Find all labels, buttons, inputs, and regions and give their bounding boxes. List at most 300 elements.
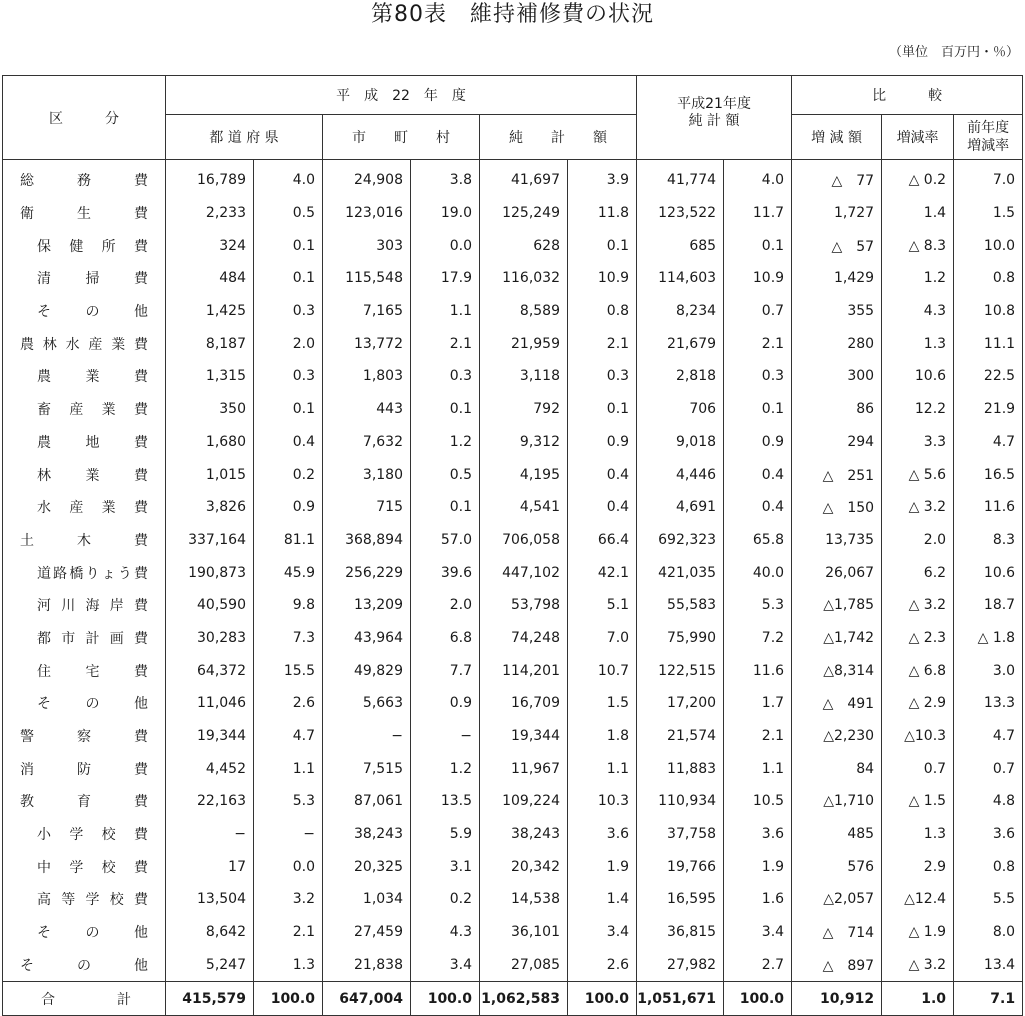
cell-value: △ 5.6 [882,458,954,491]
cell-value: 4.8 [954,785,1023,818]
cell-value: △ 897 [792,949,882,982]
cell-value: 24,908 [323,160,411,197]
cell-value: 0.3 [254,295,323,328]
cell-value: 86 [792,393,882,426]
cell-value: 1.4 [882,197,954,230]
cell-value: 0.1 [254,262,323,295]
header-kubun: 区 分 [3,76,166,160]
cell-value: 13,735 [792,524,882,557]
cell-value: 0.9 [254,491,323,524]
table-row [3,949,1023,982]
cell-value: 1.1 [254,752,323,785]
cell-value: 7.0 [568,622,637,655]
cell-value: 2.6 [568,949,637,982]
cell-value: 1.9 [568,850,637,883]
cell-value: 294 [792,426,882,459]
row-label: 清掃費 [3,262,166,295]
cell-value: 280 [792,327,882,360]
cell-value: 303 [323,229,411,262]
table-row [3,850,1023,883]
cell-value: 42.1 [568,556,637,589]
cell-value: 10.5 [724,785,792,818]
cell-value: 2.0 [254,327,323,360]
cell-value: 0.5 [254,197,323,230]
header-shichoson: 市 町 村 [323,115,480,160]
cell-value: 5,663 [323,687,411,720]
cell-value: 1.1 [411,295,480,328]
row-label: 土木費 [3,524,166,557]
cell-value: 1,015 [166,458,254,491]
table-row [3,426,1023,459]
cell-value: 13,772 [323,327,411,360]
cell-value: 485 [792,818,882,851]
cell-value: 123,016 [323,197,411,230]
cell-value: 7.0 [954,160,1023,197]
cell-value: 19,766 [637,850,724,883]
cell-value: 0.4 [568,491,637,524]
cell-value: 114,603 [637,262,724,295]
table-row [3,491,1023,524]
cell-value: 0.4 [724,491,792,524]
cell-value: 1.7 [724,687,792,720]
cell-value: 2,233 [166,197,254,230]
cell-value: 0.5 [411,458,480,491]
table-row [3,524,1023,557]
cell-value: △1,785 [792,589,882,622]
cell-value: 41,774 [637,160,724,197]
cell-value: 0.0 [254,850,323,883]
cell-value: 1,727 [792,197,882,230]
table-row [3,589,1023,622]
cell-value: 10.8 [954,295,1023,328]
cell-value: 692,323 [637,524,724,557]
cell-value: 4.7 [254,720,323,753]
cell-value: 13,504 [166,883,254,916]
cell-value: 53,798 [480,589,568,622]
header-h21-label: 平成21年度 純 計 額 [677,96,751,129]
row-label: その他 [3,916,166,949]
cell-value: 8.3 [954,524,1023,557]
cell-value: 3.6 [954,818,1023,851]
cell-value: 1.2 [882,262,954,295]
cell-value: 2.9 [882,850,954,883]
cell-value: △10.3 [882,720,954,753]
cell-value: 21,574 [637,720,724,753]
cell-value: 2.0 [882,524,954,557]
cell-value: 7.3 [254,622,323,655]
cell-value: 7,165 [323,295,411,328]
row-label: 河川海岸費 [3,589,166,622]
cell-value: 1.6 [724,883,792,916]
row-label: 衛生費 [3,197,166,230]
cell-value: 66.4 [568,524,637,557]
cell-value: 3.6 [568,818,637,851]
cell-value: 8.0 [954,916,1023,949]
cell-value: 11.8 [568,197,637,230]
cell-value: 0.1 [254,393,323,426]
cell-value: 1.0 [882,982,954,1016]
cell-value: 484 [166,262,254,295]
cell-value: 4.0 [254,160,323,197]
cell-value: 0.1 [254,229,323,262]
cell-value: 14,538 [480,883,568,916]
cell-value: 11,883 [637,752,724,785]
cell-value: △ 1.8 [954,622,1023,655]
cell-value: 5.1 [568,589,637,622]
cell-value: 16,789 [166,160,254,197]
cell-value: 115,548 [323,262,411,295]
cell-value: 40,590 [166,589,254,622]
cell-value: 1.3 [254,949,323,982]
table-row [3,197,1023,230]
header-todofuken: 都 道 府 県 [166,115,323,160]
row-label: 中学校費 [3,850,166,883]
header-junkei: 純 計 額 [480,115,637,160]
cell-value: 19,344 [480,720,568,753]
cell-value: 18.7 [954,589,1023,622]
cell-value: 2.1 [724,327,792,360]
row-label: 教育費 [3,785,166,818]
cell-value: 10.3 [568,785,637,818]
cell-value: △ 3.2 [882,589,954,622]
table-body [3,160,1023,1016]
cell-value: 0.1 [568,229,637,262]
row-label: その他 [3,687,166,720]
cell-value: △1,742 [792,622,882,655]
cell-value: △ 2.3 [882,622,954,655]
cell-value: 1.3 [882,327,954,360]
cell-value: 36,815 [637,916,724,949]
cell-value: 43,964 [323,622,411,655]
cell-value: 3,180 [323,458,411,491]
cell-value: △ 3.2 [882,491,954,524]
table-row [3,360,1023,393]
cell-value: 368,894 [323,524,411,557]
cell-value: 2.1 [411,327,480,360]
cell-value: △ 3.2 [882,949,954,982]
cell-value: 0.3 [254,360,323,393]
cell-value: 27,085 [480,949,568,982]
row-label: 合計 [3,982,166,1016]
table-row [3,785,1023,818]
cell-value: 3,118 [480,360,568,393]
header-h22: 平 成 22 年 度 [166,76,637,115]
cell-value: 2.1 [568,327,637,360]
cell-value: 3.0 [954,654,1023,687]
cell-value: 0.9 [724,426,792,459]
cell-value: 0.9 [411,687,480,720]
cell-value: 19.0 [411,197,480,230]
cell-value: 0.3 [568,360,637,393]
cell-value: 0.2 [254,458,323,491]
cell-value: 415,579 [166,982,254,1016]
cell-value: 4.3 [411,916,480,949]
cell-value: 4.7 [954,426,1023,459]
cell-value: 1,680 [166,426,254,459]
cell-value: 3.3 [882,426,954,459]
cell-value: 41,697 [480,160,568,197]
cell-value: 123,522 [637,197,724,230]
cell-value: 39.6 [411,556,480,589]
cell-value: 116,032 [480,262,568,295]
cell-value: 9.8 [254,589,323,622]
cell-value: 109,224 [480,785,568,818]
cell-value: 3.4 [568,916,637,949]
cell-value: 706,058 [480,524,568,557]
unit-note: （単位 百万円・％） [888,45,1019,60]
table-row [3,393,1023,426]
row-label: 小学校費 [3,818,166,851]
cell-value: 17 [166,850,254,883]
cell-value: 10.9 [724,262,792,295]
cell-value: 0.4 [254,426,323,459]
cell-value: 6.2 [882,556,954,589]
cell-value: 20,325 [323,850,411,883]
cell-value: 13.4 [954,949,1023,982]
cell-value: 20,342 [480,850,568,883]
table-row [3,295,1023,328]
cell-value: 647,004 [323,982,411,1016]
cell-value: 300 [792,360,882,393]
cell-value: 8,589 [480,295,568,328]
cell-value: 64,372 [166,654,254,687]
cell-value: △ 714 [792,916,882,949]
cell-value: 74,248 [480,622,568,655]
cell-value: 15.5 [254,654,323,687]
row-label: その他 [3,295,166,328]
cell-value: 100.0 [568,982,637,1016]
cell-value: 0.8 [954,850,1023,883]
cell-value: △ 77 [792,160,882,197]
cell-value: 3.4 [724,916,792,949]
cell-value: 22,163 [166,785,254,818]
cell-value: 36,101 [480,916,568,949]
cell-value: 55,583 [637,589,724,622]
cell-value: △ 2.9 [882,687,954,720]
cell-value: 12.2 [882,393,954,426]
cell-value: △2,230 [792,720,882,753]
row-label: 住宅費 [3,654,166,687]
cell-value: − [166,818,254,851]
cell-value: 792 [480,393,568,426]
cell-value: 2.1 [724,720,792,753]
row-label: 畜産業費 [3,393,166,426]
cell-value: 65.8 [724,524,792,557]
cell-value: 8,234 [637,295,724,328]
cell-value: 2.0 [411,589,480,622]
cell-value: 0.1 [411,393,480,426]
cell-value: 10.6 [954,556,1023,589]
cell-value: 4,195 [480,458,568,491]
cell-value: 125,249 [480,197,568,230]
cell-value: 5.5 [954,883,1023,916]
cell-value: 0.1 [568,393,637,426]
cell-value: 1.2 [411,752,480,785]
cell-value: 355 [792,295,882,328]
row-label: 農地費 [3,426,166,459]
cell-value: 27,459 [323,916,411,949]
row-label: 農業費 [3,360,166,393]
row-label: 農林水産業費 [3,327,166,360]
cell-value: 421,035 [637,556,724,589]
cell-value: 49,829 [323,654,411,687]
cell-value: 40.0 [724,556,792,589]
cell-value: 1.5 [568,687,637,720]
cell-value: △ 8.3 [882,229,954,262]
cell-value: 4.3 [882,295,954,328]
header-hikaku: 比 較 [792,76,1023,115]
cell-value: 1.1 [724,752,792,785]
cell-value: 10.9 [568,262,637,295]
cell-value: 2.6 [254,687,323,720]
cell-value: − [323,720,411,753]
cell-value: 1.3 [882,818,954,851]
cell-value: 38,243 [323,818,411,851]
cell-value: 4,691 [637,491,724,524]
cell-value: 11.1 [954,327,1023,360]
cell-value: △2,057 [792,883,882,916]
cell-value: 0.8 [568,295,637,328]
cell-value: 84 [792,752,882,785]
cell-value: 337,164 [166,524,254,557]
maintenance-cost-table [2,75,1023,1016]
cell-value: 4,452 [166,752,254,785]
cell-value: 3.6 [724,818,792,851]
header-zennen-label: 前年度 増減率 [967,120,1010,154]
cell-value: − [254,818,323,851]
cell-value: 45.9 [254,556,323,589]
cell-value: 7.2 [724,622,792,655]
cell-value: 22.5 [954,360,1023,393]
cell-value: 3.9 [568,160,637,197]
cell-value: 0.7 [882,752,954,785]
cell-value: 0.8 [954,262,1023,295]
cell-value: 5,247 [166,949,254,982]
cell-value: 0.7 [954,752,1023,785]
cell-value: 1.8 [568,720,637,753]
cell-value: 38,243 [480,818,568,851]
cell-value: 1.1 [568,752,637,785]
cell-value: 0.7 [724,295,792,328]
table-row [3,160,1023,197]
row-label: 高等学校費 [3,883,166,916]
row-label: 道路橋りょう費 [3,556,166,589]
header-zennen [954,115,1023,160]
cell-value: △ 491 [792,687,882,720]
cell-value: 1,062,583 [480,982,568,1016]
cell-value: 0.2 [411,883,480,916]
cell-value: 10.0 [954,229,1023,262]
cell-value: 1,803 [323,360,411,393]
row-label: 林業費 [3,458,166,491]
cell-value: 706 [637,393,724,426]
cell-value: 11,046 [166,687,254,720]
table-row [3,622,1023,655]
cell-value: 3.8 [411,160,480,197]
cell-value: 100.0 [254,982,323,1016]
cell-value: 11.6 [954,491,1023,524]
cell-value: 2.1 [254,916,323,949]
cell-value: △ 0.2 [882,160,954,197]
cell-value: 9,018 [637,426,724,459]
cell-value: △1,710 [792,785,882,818]
cell-value: 576 [792,850,882,883]
cell-value: 0.0 [411,229,480,262]
row-label: 保健所費 [3,229,166,262]
cell-value: 350 [166,393,254,426]
cell-value: 110,934 [637,785,724,818]
cell-value: 100.0 [724,982,792,1016]
cell-value: 3.1 [411,850,480,883]
cell-value: 9,312 [480,426,568,459]
cell-value: 27,982 [637,949,724,982]
cell-value: 87,061 [323,785,411,818]
cell-value: 11.6 [724,654,792,687]
cell-value: 3.4 [411,949,480,982]
row-label: 水産業費 [3,491,166,524]
row-label: 警察費 [3,720,166,753]
cell-value: 114,201 [480,654,568,687]
cell-value: 685 [637,229,724,262]
header-h21 [637,76,792,160]
cell-value: 4.0 [724,160,792,197]
cell-value: 256,229 [323,556,411,589]
cell-value: 21,838 [323,949,411,982]
cell-value: 7,632 [323,426,411,459]
cell-value: 1,315 [166,360,254,393]
cell-value: 19,344 [166,720,254,753]
table-row [3,818,1023,851]
cell-value: 4,446 [637,458,724,491]
row-label: その他 [3,949,166,982]
cell-value: 17.9 [411,262,480,295]
cell-value: 16,709 [480,687,568,720]
cell-value: △ 150 [792,491,882,524]
table-row [3,916,1023,949]
cell-value: △ 251 [792,458,882,491]
table-row [3,262,1023,295]
cell-value: △ 6.8 [882,654,954,687]
cell-value: 0.9 [568,426,637,459]
cell-value: 21,679 [637,327,724,360]
table-row [3,458,1023,491]
cell-value: △ 1.9 [882,916,954,949]
cell-value: 7,515 [323,752,411,785]
cell-value: 11,967 [480,752,568,785]
cell-value: 4.7 [954,720,1023,753]
cell-value: 5.9 [411,818,480,851]
cell-value: 13.5 [411,785,480,818]
cell-value: 715 [323,491,411,524]
cell-value: 0.3 [411,360,480,393]
cell-value: 122,515 [637,654,724,687]
table-row [3,883,1023,916]
cell-value: 2,818 [637,360,724,393]
table-row [3,687,1023,720]
cell-value: − [411,720,480,753]
cell-value: 8,187 [166,327,254,360]
cell-value: 2.7 [724,949,792,982]
cell-value: △8,314 [792,654,882,687]
table-row [3,654,1023,687]
cell-value: 190,873 [166,556,254,589]
row-label: 都市計画費 [3,622,166,655]
cell-value: 57.0 [411,524,480,557]
cell-value: 4,541 [480,491,568,524]
cell-value: 75,990 [637,622,724,655]
cell-value: 21.9 [954,393,1023,426]
header-zougen-gaku: 増 減 額 [792,115,882,160]
